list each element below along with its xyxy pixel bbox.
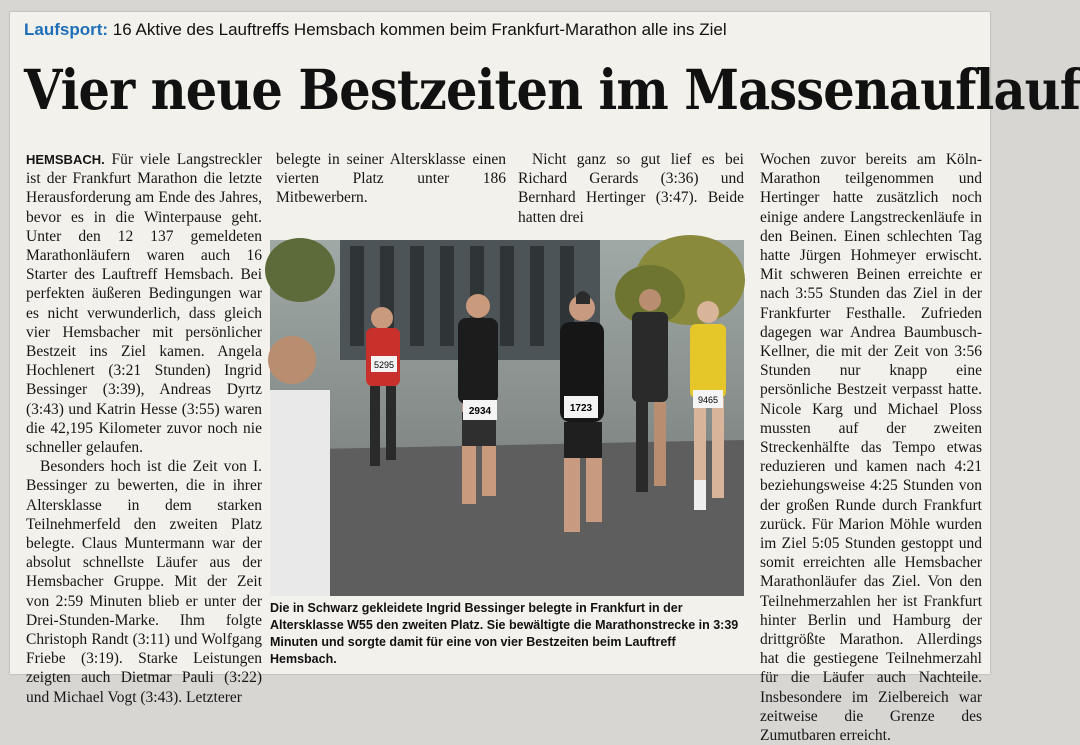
- kicker-line: [24, 20, 964, 40]
- article-column-2: [276, 150, 506, 235]
- headline: Vier neue Bestzeiten im Massenauflauf: [24, 57, 1080, 122]
- paragraph-intro: [26, 150, 262, 457]
- bib-number: 5295: [373, 360, 395, 370]
- article-column-3: [518, 150, 744, 235]
- paragraph-intro-text: Für viele Langstreckler ist der Frankfurt Marathon die letzte Herausforderung am Ende des Jahres, bevor es in die Winterpause geht. Unter den 12 137 gemeldeten Marathonläufern waren auch 16 Starter des Lauftreff Hemsbach. Bei perfekten äußeren Bedingungen war es nicht verwunderlich, dass gleich vier Hemsbacher mit persönlicher Bestzeit ins Ziel kamen. Angela Hochlenert (3:21 Stunden) Ingrid Bessinger (3:39), Andreas Dyrtz (3:43) und Katrin Hesse (3:55) waren die 42,195 Kilometer zuvor noch nie schneller gelaufen.: [26, 151, 263, 457]
- paragraph-continuation: belegte in seiner Altersklasse einen vierten Platz unter 186 Mitbewerbern.: [276, 151, 506, 207]
- paragraph-bessinger: Besonders hoch ist die Zeit von I. Bessinger zu bewerten, die in ihrer Altersklasse in dem starken Teilnehmerfeld den zweiten Platz belegte. Claus Muntermann war der absolut schnellste Läufer aus der Hemsbacher Gruppe. Mit der Zeit von 2:59 Minuten blieb er unter der Drei-Stunden-Marke. Ihm folgte Christoph Randt (3:11) und Wolfgang Friebe (3:19). Starke Leistungen zeigten auch Dietmar Pauli (3:22) und Michael Vogt (3:43). Letzterer: [26, 458, 262, 706]
- paragraph-gerards: Nicht ganz so gut lief es bei Richard Gerards (3:36) und Bernhard Hertinger (3:47). Beide hatten drei: [518, 151, 744, 226]
- bib-number: 9465: [697, 395, 719, 405]
- kicker-text: 16 Aktive des Lauftreffs Hemsbach kommen beim Frankfurt-Marathon alle ins Ziel: [112, 20, 727, 39]
- photo-caption: Die in Schwarz gekleidete Ingrid Bessinger belegte in Frankfurt in der Altersklasse W55 den zweiten Platz. Sie bewältigte die Marathonstrecke in 3:39 Minuten und sorgte damit für eine von vier Bestzeiten beim Lauftreff Hemsbach.: [270, 601, 739, 666]
- runners-illustration: [270, 240, 744, 596]
- marathon-photo: [270, 240, 744, 596]
- kicker-label: Laufsport:: [24, 20, 109, 39]
- article-column-4: [760, 150, 982, 745]
- bleed-through-text: [26, 132, 986, 150]
- dateline: HEMSBACH.: [26, 152, 105, 167]
- bib-number: 2934: [468, 406, 492, 417]
- paragraph-results: Wochen zuvor bereits am Köln-Marathon teilgenommen und Hertinger hatte zusätzlich noch einige andere Langstreckenläufe in den Beinen. Einen schlechten Tag hatte Jürgen Hohmeyer erwischt. Mit schweren Beinen erreichte er nach 3:55 Stunden das Ziel in der Frankfurter Festhalle. Zufrieden dagegen war Andrea Baumbusch-Kellner, die mit der Zeit von 3:56 Stunden nur knapp eine persönliche Bestzeit verpasst hatte. Nicole Karg und Michael Ploss mussten auf der zweiten Streckenhälfte das Tempo etwas reduzieren und kamen nach 4:21 beziehungsweise 4:25 Stunden von der großen Runde durch Frankfurt zurück. Für Marion Möhle wurden im Ziel 5:05 Stunden gestoppt und somit erreichten alle Hemsbacher Marathonläufer das Ziel. Von den Teilnehmerzahlen her ist Frankfurt hinter Berlin und Hamburg der drittgrößte Marathon. Allerdings hat die gestiegene Teilnehmerzahl für die Läufer auch Nachteile. Insbesondere im Zielbereich war zeitweise die Grenze des Zumutbaren erreicht.: [760, 151, 982, 745]
- bib-number: 1723: [569, 403, 593, 414]
- article-column-1: [26, 150, 263, 706]
